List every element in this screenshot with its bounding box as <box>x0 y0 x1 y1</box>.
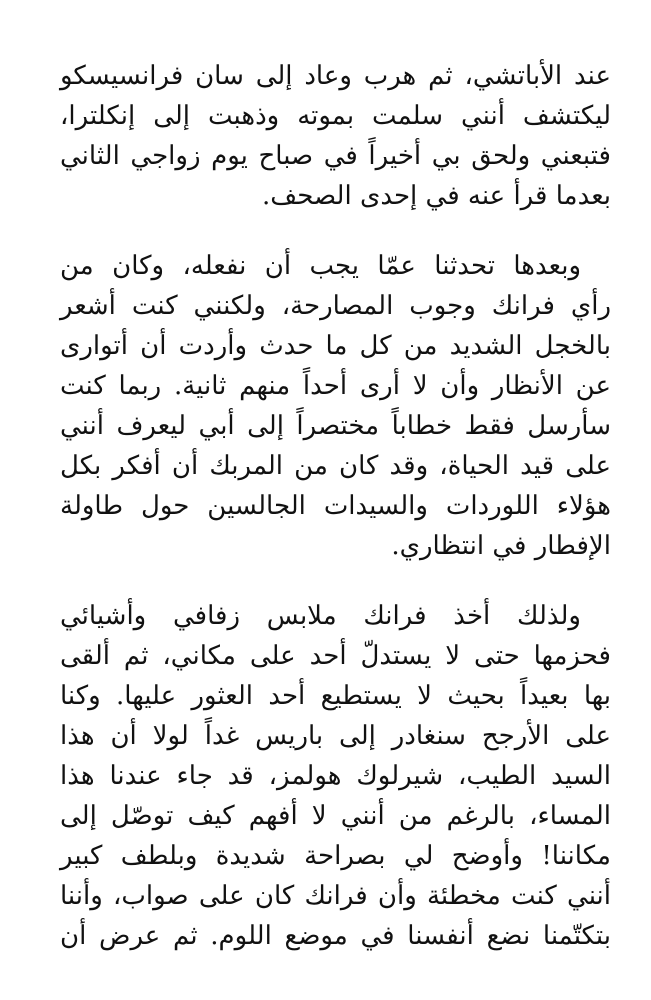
text-line: رأي فرانك وجوب المصارحة، ولكنني كنت أشعر <box>60 291 611 321</box>
text-line: ولذلك أخذ فرانك ملابس زفافي وأشيائي <box>60 601 581 631</box>
text-line: هؤلاء اللوردات والسيدات الجالسين حول طاولة <box>60 491 611 521</box>
text-line: فتبعني ولحق بي أخيراً في صباح يوم زواجي الثاني <box>60 141 611 171</box>
text-line: بتكتّمنا نضع أنفسنا في موضع اللوم. ثم عرض أن <box>60 921 611 951</box>
text-line: أنني كنت مخطئة وأن فرانك كان على صواب، وأننا <box>60 881 611 911</box>
text-line: بعدما قرأ عنه في إحدى الصحف. <box>262 181 611 211</box>
text-line: عند الأباتشي، ثم هرب وعاد إلى سان فرانسيسكو <box>60 61 611 91</box>
paragraph-2 <box>60 246 611 566</box>
text-line: بالخجل الشديد من كل ما حدث وأردت أن أتوارى <box>60 331 611 361</box>
text-line: وبعدها تحدثنا عمّا يجب أن نفعله، وكان من <box>60 251 581 281</box>
text-line: السيد الطيب، شيرلوك هولمز، قد جاء عندنا هذا <box>60 761 611 791</box>
text-line: المساء، بالرغم من أنني لا أفهم كيف توصّل إلى <box>60 801 611 831</box>
text-line: ليكتشف أنني سلمت بموته وذهبت إلى إنكلترا، <box>60 101 611 131</box>
text-line: على الأرجح سنغادر إلى باريس غداً لولا أن هذا <box>60 721 611 751</box>
text-line: فحزمها حتى لا يستدلّ أحد على مكاني، ثم ألقى <box>60 641 611 671</box>
paragraph-3 <box>60 596 611 956</box>
text-line: سأرسل فقط خطاباً مختصراً إلى أبي ليعرف أنني <box>60 411 611 441</box>
text-line: الإفطار في انتظاري. <box>391 531 611 561</box>
text-line: على قيد الحياة، وقد كان من المربك أن أفكر بكل <box>60 451 611 481</box>
text-line: مكاننا! وأوضح لي بصراحة شديدة وبلطف كبير <box>60 841 611 871</box>
text-line: عن الأنظار وأن لا أرى أحداً منهم ثانية. ربما كنت <box>60 371 611 401</box>
paragraph-1 <box>60 56 611 216</box>
text-line: بها بعيداً بحيث لا يستطيع أحد العثور عليها. وكنا <box>60 681 611 711</box>
